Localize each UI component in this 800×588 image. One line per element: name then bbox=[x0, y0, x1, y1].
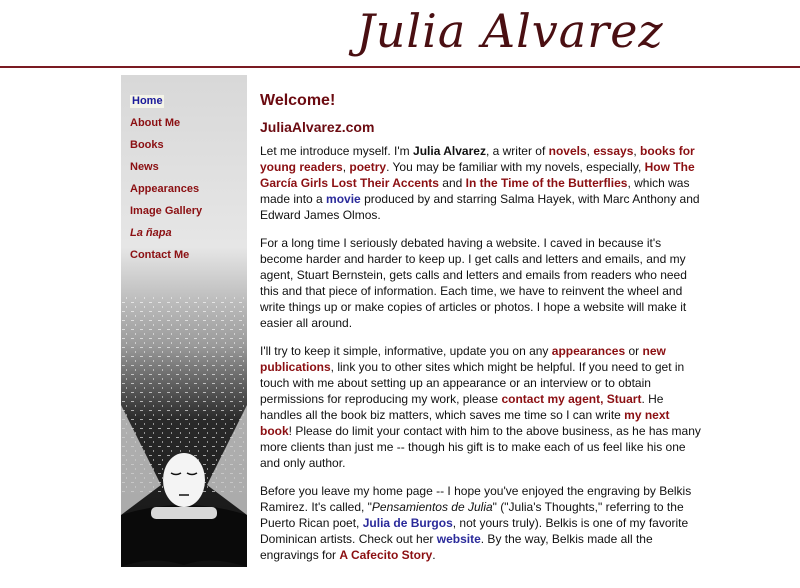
paragraph-contact bbox=[260, 343, 702, 471]
inline-link[interactable]: contact my agent, Stuart bbox=[501, 392, 642, 406]
text-segment: , not yours truly). Belkis is one of my favorite Dominican artists. Check out her bbox=[260, 516, 689, 546]
inline-link[interactable]: books for young readers bbox=[260, 144, 695, 174]
text-segment: , bbox=[633, 144, 641, 158]
inline-link[interactable]: website bbox=[436, 532, 481, 546]
nav-books[interactable]: Books bbox=[130, 139, 164, 151]
text-segment: For a long time I seriously debated having a website. I caved in because it's become harder and harder to keep up. I get calls and letters and emails, and my agent, Stuart Bernstein, gets calls and letters and emails from readers who need this and that piece of information. Each time, we have to reinvent the wheel and write things up or make copies of articles or photos. I hope a website will make it easier all around. bbox=[260, 236, 687, 330]
paragraph-intro bbox=[260, 143, 702, 223]
text-segment: . By the way, Belkis made all the engravings for bbox=[260, 532, 653, 562]
text-segment: . You may be familiar with my novels, especially, bbox=[386, 160, 645, 174]
inline-link[interactable]: poetry bbox=[349, 160, 387, 174]
text-segment: Pensamientos de Julia bbox=[371, 500, 493, 514]
text-segment: and bbox=[438, 176, 466, 190]
inline-link[interactable]: new publications bbox=[260, 344, 666, 374]
text-segment: " ("Julia's Thoughts," referring to the Puerto Rican poet, bbox=[260, 500, 684, 530]
inline-link[interactable]: essays bbox=[593, 144, 634, 158]
nav-about-me[interactable]: About Me bbox=[130, 117, 181, 129]
nav-contact-me[interactable]: Contact Me bbox=[130, 249, 190, 261]
text-segment: , bbox=[586, 144, 594, 158]
paragraph-website bbox=[260, 235, 702, 331]
text-segment: Before you leave my home page -- I hope you've enjoyed the engraving by Belkis Ramirez. It's called, " bbox=[260, 484, 692, 514]
page-title: Welcome! bbox=[260, 92, 336, 109]
text-segment: . He handles all the book biz matters, which saves me time so I can write bbox=[260, 392, 664, 422]
inline-link[interactable]: movie bbox=[326, 192, 361, 206]
text-segment: , which was made into a bbox=[260, 176, 690, 206]
text-segment: or bbox=[625, 344, 643, 358]
nav-appearances[interactable]: Appearances bbox=[130, 183, 200, 195]
header-divider bbox=[0, 66, 800, 68]
text-segment: Julia Alvarez bbox=[413, 144, 486, 158]
inline-link[interactable]: my next book bbox=[260, 408, 670, 438]
inline-link[interactable]: How The García Girls Lost Their Accents bbox=[260, 160, 695, 190]
inline-link[interactable]: Julia de Burgos bbox=[362, 516, 453, 530]
inline-link[interactable]: In the Time of the Butterflies bbox=[465, 176, 628, 190]
text-segment: produced by and starring Salma Hayek, with Marc Anthony and Edward James Olmos. bbox=[260, 192, 700, 222]
text-segment: , link you to other sites which might be helpful. If you need to get in touch with me about setting up an appearance or an interview or to obtain permissions for reproducing my work, please bbox=[260, 360, 685, 406]
main-content bbox=[260, 92, 702, 575]
nav-image-gallery[interactable]: Image Gallery bbox=[130, 205, 203, 217]
sidebar-nav bbox=[130, 95, 240, 271]
text-segment: ! Please do limit your contact with him to the above business, as he has many more clients than just me -- though his gift is to make each of us feel like his one and only author. bbox=[260, 424, 701, 470]
site-title-logo: Julia Alvarez bbox=[356, 4, 664, 58]
nav-news[interactable]: News bbox=[130, 161, 159, 173]
inline-link[interactable]: novels bbox=[548, 144, 587, 158]
text-segment: Let me introduce myself. I'm bbox=[260, 144, 414, 158]
nav-home[interactable]: Home bbox=[130, 95, 240, 117]
inline-link[interactable]: A Cafecito Story bbox=[339, 548, 433, 562]
face-shape bbox=[163, 453, 205, 507]
nav-la-napa[interactable]: La ñapa bbox=[130, 227, 172, 239]
text-segment: . bbox=[432, 548, 436, 562]
inline-link[interactable]: appearances bbox=[551, 344, 626, 358]
text-segment: , a writer of bbox=[485, 144, 549, 158]
text-segment: I'll try to keep it simple, informative, update you on any bbox=[260, 344, 552, 358]
paragraph-engraving bbox=[260, 483, 702, 563]
text-segment: , bbox=[342, 160, 350, 174]
page-subtitle: JuliaAlvarez.com bbox=[260, 119, 375, 135]
